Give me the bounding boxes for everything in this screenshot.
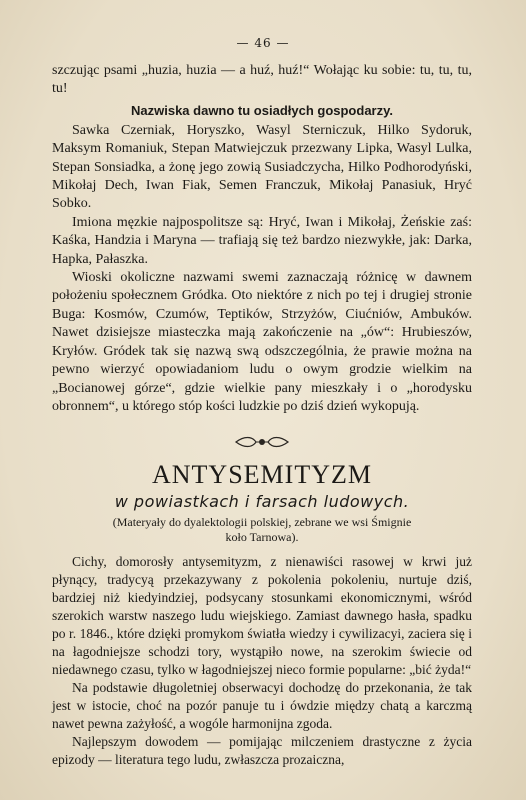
article-note-line2: koło Tarnowa). <box>225 530 299 545</box>
section-heading: Nazwiska dawno tu osiadłych gospodarzy. <box>131 102 393 118</box>
ornament-divider <box>52 434 472 452</box>
paragraph-evidence: Najlepszym dowodem — pomijając milczeniem drastyczne z życia epizody — literatura tego ludu, zwłaszcza prozaiczna, <box>52 734 472 768</box>
top-paragraph: szczując psami „huzia, huzia — a huź, huź!“ Wołając ku sobie: tu, tu, tu, tu! <box>52 63 472 97</box>
text-column <box>52 62 472 769</box>
article-title: ANTYSEMITYZM <box>152 460 372 490</box>
article-note <box>52 515 472 545</box>
article-note-line1: (Materyały do dyalektologii polskiej, zebrane we wsi Śmignie <box>112 515 412 530</box>
article-subtitle: w powiastkach i farsach ludowych. <box>114 492 410 512</box>
paragraph-observation: Na podstawie długoletniej obserwacyi dochodzę do przekonania, że tak jest w istocie, choć na pozór panuje tu i ówdzie między chatą a karczmą nawet pewna zażyłość, a wogóle harmonijna zgoda. <box>52 680 472 732</box>
paragraph-antisemitism: Cichy, domorosły antysemityzm, z nienawiści rasowej w krwi już płynący, tradycyą przekazywany z pokolenia pokoleniu, nurtuje dziś, bardziej niż kiedyindziej, podsycany stosunkami ekonomicznymi, wśród szerokich warstw naszego ludu wiejskiego. Zamiast dawnego hasła, spadku po r. 1846., które dzięki promykom światła wiedzy i cywilizacyi, zaciera się i na łagodniejsze schodzi tory, wystąpiło nowe, na szerokim świecie od niedawnego czasu, tylko w łagodniejszej nieco formie popularne: „bić żyda!“ <box>52 554 472 678</box>
paragraph-villages: Wioski okoliczne nazwami swemi zaznaczają różnicę w dawnem położeniu społecznem Gródka. Oto niektóre z nich po tej i drugiej stronie Buga: Kosmów, Czumów, Teptików, Strzyżów, Ciućniów, Ambuków. Nawet dzisiejsze miasteczka mają zakończenie na „ów“: Hrubieszów, Kryłów. Gródek tak się nazwą swą odszczególnia, że prawie można na pewno wierzyć opowiadaniom ludu o owym grodzie wielkim na „Bocianowej górze“, gdzie wielkie pany mieszkały i o „horodysku obronnem“, u którego stóp kości ludzkie po dziś dzień wykopują. <box>52 270 472 414</box>
page-number: — 46 — <box>236 36 290 50</box>
paragraph-surnames: Sawka Czerniak, Horyszko, Wasyl Sterniczuk, Hilko Sydoruk, Maksym Romaniuk, Stepan Matwiejczuk przezwany Lipka, Wasyl Lulka, Stepan Sonsiadka, a żonę jego zowią Susiadczycha, Hilko Podhorodyński, Mikołaj Dech, Iwan Fiak, Semen Franczuk, Mikołaj Panasiuk, Hryć Sobko. <box>52 122 472 212</box>
paragraph-given-names: Imiona męzkie najpospolitsze są: Hryć, Iwan i Mikołaj, Żeńskie zaś: Kaśka, Handzia i Maryna — trafiają się też bardzo niezwykłe, jak: Darka, Hapka, Pałaszka. <box>52 214 472 267</box>
ornament-icon <box>232 434 292 450</box>
